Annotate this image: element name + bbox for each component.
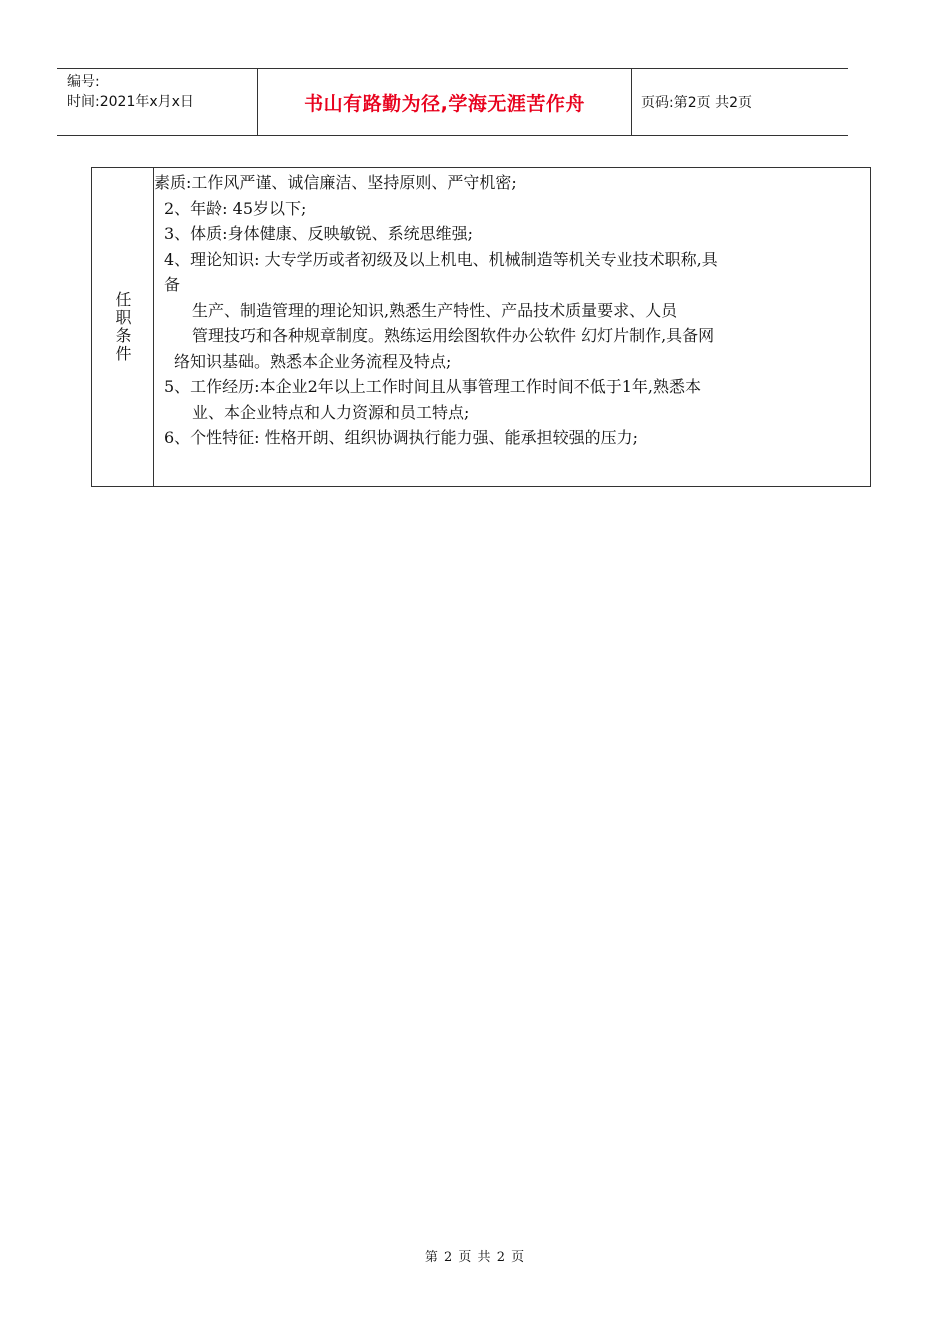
requirement-line: 络知识基础。熟悉本企业务流程及特点;: [174, 351, 452, 371]
requirement-line: 管理技巧和各种规章制度。熟练运用绘图软件办公软件 幻灯片制作,具备网: [192, 326, 715, 345]
time-label: 时间:2021年x月x日: [67, 94, 194, 110]
page-code-text: 页码:第2页 共2页: [641, 95, 752, 111]
requirements-label-cell: [92, 168, 154, 486]
header-page-code: [632, 69, 848, 135]
requirement-line: 6、个性特征: 性格开朗、组织协调执行能力强、能承担较强的压力;: [164, 428, 639, 447]
requirement-line: 2、年龄: 45岁以下;: [164, 198, 307, 218]
requirement-line: 素质:工作风严谨、诚信廉洁、坚持原则、严守机密;: [154, 173, 517, 192]
requirements-table: [91, 167, 871, 487]
requirement-line: 生产、制造管理的理论知识,熟悉生产特性、产品技术质量要求、人员: [192, 300, 678, 320]
requirement-line: 业、本企业特点和人力资源和员工特点;: [192, 402, 470, 422]
header-meta: [57, 69, 258, 135]
requirement-line: 3、体质:身体健康、反映敏锐、系统思维强;: [164, 224, 473, 243]
footer-page-number: 第 2 页 共 2 页: [424, 1250, 526, 1265]
requirements-content: [154, 168, 870, 486]
requirement-line: 5、工作经历:本企业2年以上工作时间且从事管理工作时间不低于1年,熟悉本: [164, 377, 702, 396]
page-header: [57, 68, 848, 136]
header-motto-cell: [258, 69, 632, 135]
requirements-label: 任职条件: [113, 291, 132, 363]
number-label: 编号:: [67, 74, 100, 90]
motto-text: 书山有路勤为径,学海无涯苦作舟: [304, 92, 585, 115]
requirement-line: 4、理论知识: 大专学历或者初级及以上机电、机械制造等机关专业技术职称,具: [164, 249, 718, 269]
requirement-line: 备: [164, 275, 181, 294]
page-footer: [0, 1246, 950, 1265]
